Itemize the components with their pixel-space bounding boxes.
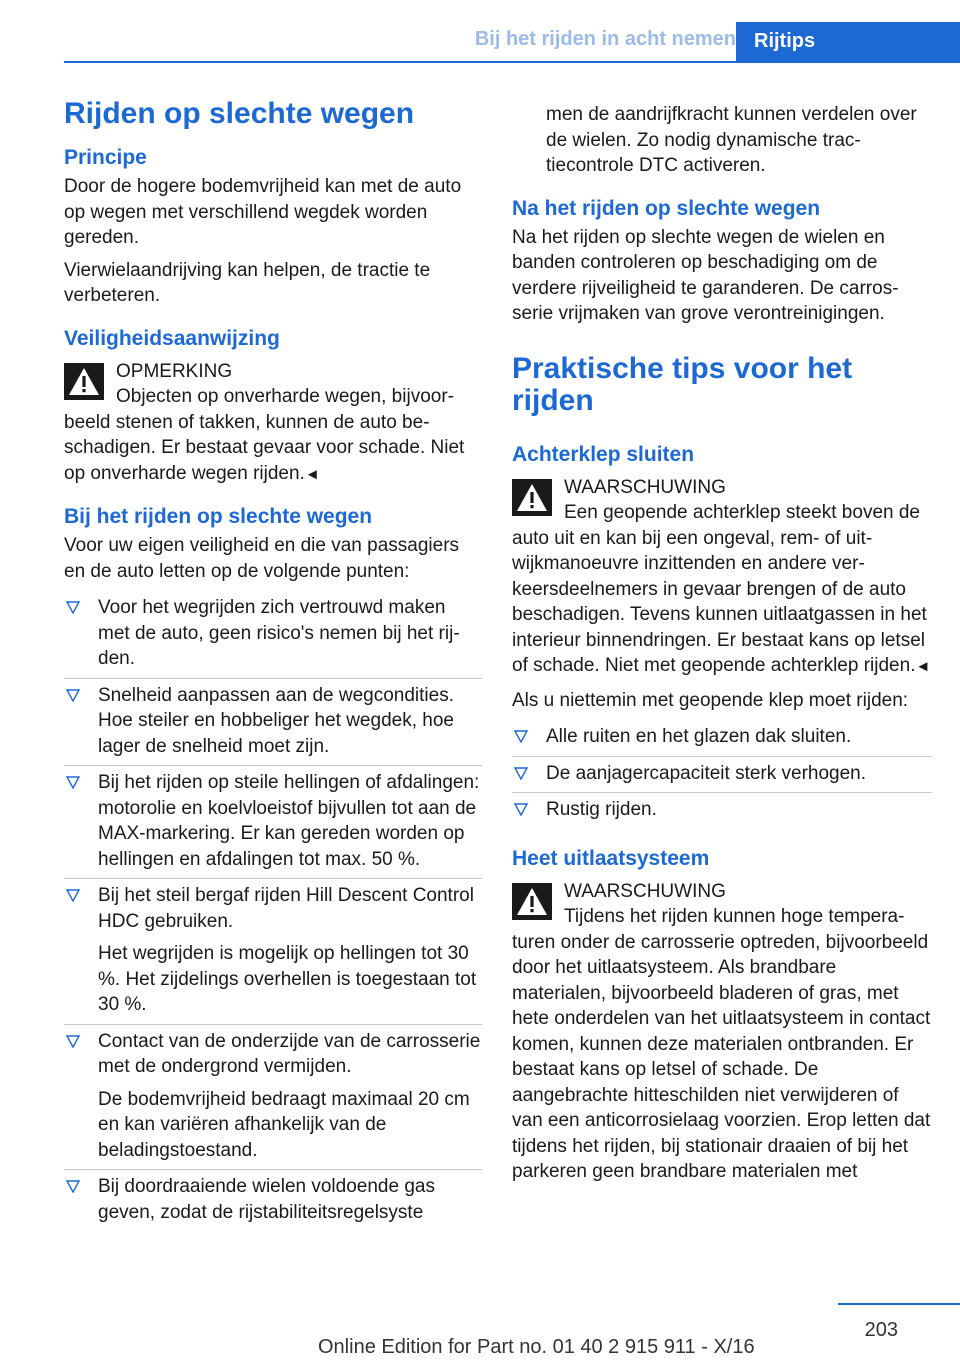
header-rule [64,61,960,63]
after-paragraph: Na het rijden op slechte wegen de wielen en banden controleren op beschadiging om de verdere rijveiligheid te garanderen. De carrosserie vrijmaken van grove verontreinigingen. [512,226,899,324]
page-number: 203 [864,1319,898,1341]
list-item-subtext: Het wegrijden is mogelijk op hellingen tot 30 %. Het zijdelings overhellen is toegestaan tot 30 %. [98,943,477,1015]
list-item-subtext: De bodemvrijheid bedraagt maximaal 20 cm en kan variëren afhankelijk van de beladingstoestand. [98,1088,470,1161]
heading-safety: Veiligheidsaanwijzing [64,326,280,350]
bullet-triangle-icon [66,1035,80,1048]
end-mark: ◄ [304,465,320,483]
bullet-triangle-icon [514,803,528,816]
principe-paragraph-2: Vierwielaandrijving kan helpen, de tractie te verbeteren. [64,259,431,306]
list-item-text: Bij het rijden op steile hellingen of afdalingen: motorolie en koelvloeistof bijvullen tot aan de MAX-markering. Er kan gereden worden op hellingen en afdalingen tot max. 50 %. [98,772,480,870]
bullet-triangle-icon [66,889,80,902]
list-item [512,793,932,829]
notice-text [64,384,482,487]
bullet-triangle-icon [66,689,80,702]
edition-text: Online Edition for Part no. 01 40 2 915 911 - X/16 [318,1336,755,1358]
warning-text-body: Een geopende achterklep steekt boven de auto uit en kan bij een ongeval, rem- of uitwijkmanoeuvre inzittenden en andere verkeersdeelnemers in gevaar brengen of de auto beschadigen. Tevens kunnen uitlaatgassen in het interieur binnendringen. Er bestaat kans op letsel of schade. Niet met geopende achterklep rijden. [512,502,927,676]
list-item-text: Alle ruiten en het glazen dak sluiten. [546,726,852,747]
warning-triangle-icon [64,363,104,400]
right-column [512,102,932,1193]
page-header [0,0,960,62]
list-item-text: Rustig rijden. [546,799,657,820]
list-item-text: Bij het steil bergaf rijden Hill Descent Control HDC gebruiken. [98,885,474,932]
warning-triangle-icon [512,883,552,920]
header-section-title: Bij het rijden in acht nemen [474,28,736,50]
list-item [64,879,482,1025]
list-item [512,720,932,757]
heading-principe: Principe [64,146,147,169]
section-title-rough-roads: Rijden op slechte wegen [64,97,415,130]
list-item [64,1025,482,1171]
bullet-triangle-icon [66,601,80,614]
bullet-triangle-icon [66,1180,80,1193]
list-item [512,757,932,794]
notice-box [64,359,482,488]
list-item-text: Bij doordraaiende wielen voldoende gas geven, zodat de rijstabiliteitsregelsyste [98,1176,435,1223]
tailgate-intro: Als u niettemin met geopende klep moet rijden: [512,689,909,711]
list-item-text: Contact van de onderzijde van de carrosserie met de ondergrond vermijden. [98,1030,481,1077]
list-item-text: De aanjagercapaciteit sterk verhogen. [546,762,867,784]
list-continuation: men de aandrijfkracht kunnen verdelen over de wielen. Zo nodig dynamische tractiecontrole DTC activeren. [546,104,917,176]
warning-label: WAARSCHUWING [564,476,726,498]
heading-hot-exhaust: Heet uitlaatsysteem [512,846,710,870]
left-column [64,98,482,1231]
driving-list [64,591,482,1231]
bullet-triangle-icon [514,767,528,780]
list-item-text: Snelheid aanpassen aan de wegcondities. Hoe steiler en hobbeliger het wegdek, hoe lager de snelheid moet zijn. [98,684,454,757]
driving-intro: Voor uw eigen veiligheid en die van passagiers en de auto letten op de volgende punten: [64,535,460,582]
warning-label: WAARSCHUWING [564,880,726,902]
end-mark: ◄ [915,658,931,675]
header-chapter-tab: Rijtips [736,22,960,62]
bullet-triangle-icon [66,776,80,789]
footer-rule [838,1303,960,1305]
warning-text: Tijdens het rijden kunnen hoge temperaturen onder de carrosserie optreden, bijvoorbeeld door het uitlaatsysteem. Als brandbare materialen, bijvoorbeeld bladeren of gras, met hete onderdelen van het uitlaatsysteem in contact komen, kunnen deze materialen ontbranden. Er bestaat kans op letsel of schade. De aangebrachte hitteschilden niet verwijderen of van een anticorrosielaag voorzien. Erop letten dat tijdens het rijden, bij stationair draaien of bij het parkeren geen brandbare materialen met [512,906,931,1182]
notice-label: OPMERKING [116,360,233,382]
warning-triangle-icon [512,479,552,516]
tailgate-list [512,720,932,829]
list-item-text: Voor het wegrijden zich vertrouwd maken met de auto, geen risico's nemen bij het rijden. [98,597,460,669]
warning-text [512,500,932,680]
list-item [64,679,482,767]
warning-box-tailgate [512,475,932,680]
list-item [64,766,482,879]
list-item [64,591,482,679]
bullet-triangle-icon [514,730,528,743]
heading-close-tailgate: Achterklep sluiten [512,442,695,466]
section-title-practical-tips: Praktische tips voor het rijden [512,351,853,417]
heading-driving-rough-roads: Bij het rijden op slechte wegen [64,505,373,528]
heading-after-rough-roads: Na het rijden op slechte wegen [512,196,821,220]
warning-box-exhaust [512,879,932,1185]
principe-paragraph-1: Door de hogere bodemvrijheid kan met de auto op wegen met verschillend wegdek worden gereden. [64,176,462,248]
list-item [64,1170,482,1231]
notice-text-body: Objecten op onverharde wegen, bijvoorbeeld stenen of takken, kunnen de auto beschadigen. Er bestaat gevaar voor schade. Niet op onverharde wegen rijden. [64,386,465,484]
